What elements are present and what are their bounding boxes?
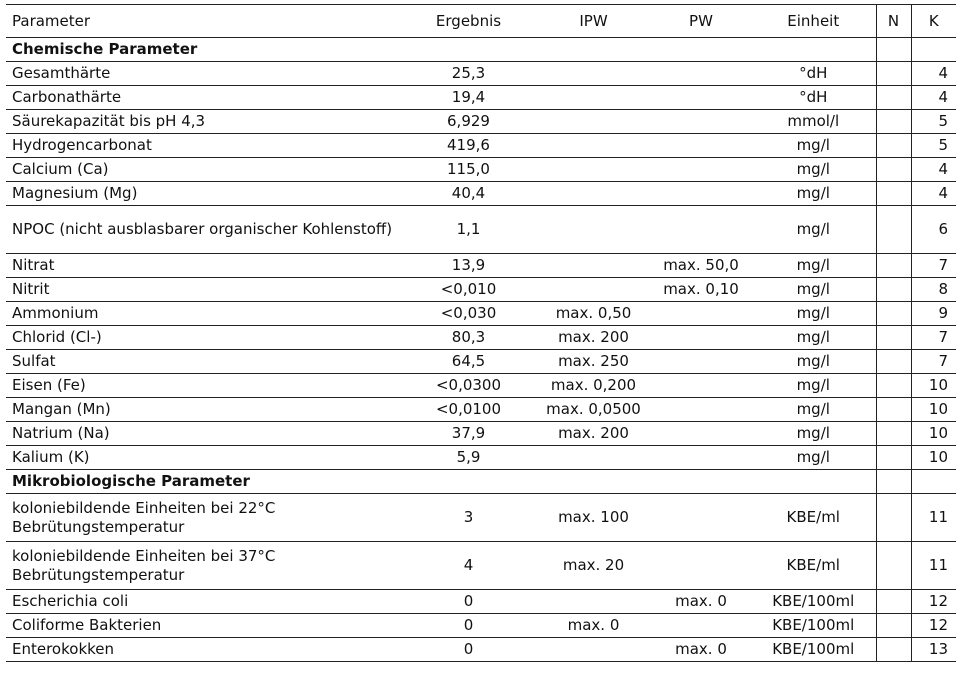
table-row [6, 254, 956, 278]
cell-parameter: Eisen (Fe) [6, 374, 401, 398]
table-row [6, 278, 956, 302]
cell-pw [651, 302, 751, 326]
cell-ipw [536, 446, 651, 470]
cell-ipw: max. 100 [536, 494, 651, 542]
cell-einheit: KBE/100ml [751, 614, 876, 638]
cell-parameter: Calcium (Ca) [6, 158, 401, 182]
cell-n [876, 638, 911, 662]
cell-ergebnis: 13,9 [401, 254, 536, 278]
cell-ipw [536, 182, 651, 206]
cell-k: 12 [911, 614, 956, 638]
cell-ergebnis: 0 [401, 590, 536, 614]
cell-ipw [536, 158, 651, 182]
cell-ipw: max. 0 [536, 614, 651, 638]
table-row [6, 590, 956, 614]
cell-ergebnis: 0 [401, 638, 536, 662]
cell-n [876, 374, 911, 398]
cell-pw [651, 446, 751, 470]
cell-einheit: mg/l [751, 422, 876, 446]
section-title: Chemische Parameter [6, 38, 401, 62]
cell-parameter: Hydrogencarbonat [6, 134, 401, 158]
cell-k: 4 [911, 182, 956, 206]
cell-ipw [536, 590, 651, 614]
cell-k: 7 [911, 350, 956, 374]
table-row [6, 398, 956, 422]
cell-ipw [536, 110, 651, 134]
cell-pw [651, 542, 751, 590]
cell-pw [651, 158, 751, 182]
cell-parameter: Escherichia coli [6, 590, 401, 614]
cell-n [876, 182, 911, 206]
cell-n [876, 446, 911, 470]
header-ergebnis: Ergebnis [401, 5, 536, 38]
cell-n [876, 110, 911, 134]
cell-pw: max. 0 [651, 590, 751, 614]
cell-pw [651, 134, 751, 158]
section-empty-cell [401, 38, 536, 62]
table-row [6, 446, 956, 470]
cell-ergebnis: 19,4 [401, 86, 536, 110]
cell-pw [651, 374, 751, 398]
section-row [6, 38, 956, 62]
header-pw: PW [651, 5, 751, 38]
cell-k: 8 [911, 278, 956, 302]
cell-pw [651, 182, 751, 206]
header-parameter: Parameter [6, 5, 401, 38]
cell-parameter: Säurekapazität bis pH 4,3 [6, 110, 401, 134]
header-ipw: IPW [536, 5, 651, 38]
cell-n [876, 206, 911, 254]
section-n-cell [876, 38, 911, 62]
cell-ergebnis: 3 [401, 494, 536, 542]
cell-k: 13 [911, 638, 956, 662]
cell-parameter: Kalium (K) [6, 446, 401, 470]
cell-ergebnis: <0,0100 [401, 398, 536, 422]
cell-einheit: mg/l [751, 350, 876, 374]
cell-parameter: Nitrit [6, 278, 401, 302]
cell-n [876, 350, 911, 374]
cell-k: 10 [911, 422, 956, 446]
cell-einheit: mg/l [751, 326, 876, 350]
cell-ergebnis: 80,3 [401, 326, 536, 350]
table-row [6, 158, 956, 182]
cell-ipw [536, 134, 651, 158]
cell-pw [651, 206, 751, 254]
table-row [6, 62, 956, 86]
cell-k: 10 [911, 398, 956, 422]
cell-ergebnis: 1,1 [401, 206, 536, 254]
cell-einheit: mg/l [751, 374, 876, 398]
cell-n [876, 542, 911, 590]
cell-n [876, 590, 911, 614]
cell-pw [651, 494, 751, 542]
cell-ergebnis: 6,929 [401, 110, 536, 134]
section-empty-cell [751, 470, 876, 494]
cell-ipw [536, 206, 651, 254]
section-empty-cell [536, 470, 651, 494]
table-header [6, 5, 956, 38]
header-einheit: Einheit [751, 5, 876, 38]
cell-parameter: Magnesium (Mg) [6, 182, 401, 206]
section-empty-cell [751, 38, 876, 62]
cell-parameter: Carbonathärte [6, 86, 401, 110]
cell-einheit: °dH [751, 62, 876, 86]
cell-parameter: Enterokokken [6, 638, 401, 662]
cell-pw [651, 422, 751, 446]
cell-ipw: max. 0,0500 [536, 398, 651, 422]
cell-einheit: KBE/100ml [751, 590, 876, 614]
cell-ipw: max. 200 [536, 422, 651, 446]
cell-k: 11 [911, 494, 956, 542]
table-row [6, 494, 956, 542]
cell-parameter: Mangan (Mn) [6, 398, 401, 422]
cell-einheit: mg/l [751, 398, 876, 422]
cell-n [876, 398, 911, 422]
cell-ergebnis: 419,6 [401, 134, 536, 158]
cell-pw: max. 0,10 [651, 278, 751, 302]
cell-ergebnis: <0,030 [401, 302, 536, 326]
cell-n [876, 278, 911, 302]
cell-parameter: Chlorid (Cl-) [6, 326, 401, 350]
cell-k: 7 [911, 254, 956, 278]
cell-n [876, 326, 911, 350]
table-row [6, 614, 956, 638]
cell-k: 9 [911, 302, 956, 326]
cell-n [876, 254, 911, 278]
section-empty-cell [651, 470, 751, 494]
cell-k: 4 [911, 86, 956, 110]
cell-k: 4 [911, 158, 956, 182]
cell-parameter: Coliforme Bakterien [6, 614, 401, 638]
cell-parameter: koloniebildende Einheiten bei 37°C Bebrütungstemperatur [6, 542, 401, 590]
section-k-cell [911, 470, 956, 494]
header-n: N [876, 5, 911, 38]
cell-einheit: mg/l [751, 134, 876, 158]
cell-k: 10 [911, 374, 956, 398]
cell-n [876, 62, 911, 86]
cell-ipw [536, 254, 651, 278]
table-row [6, 542, 956, 590]
cell-ipw [536, 62, 651, 86]
cell-einheit: mg/l [751, 278, 876, 302]
section-k-cell [911, 38, 956, 62]
cell-ergebnis: <0,0300 [401, 374, 536, 398]
cell-einheit: KBE/100ml [751, 638, 876, 662]
cell-einheit: mg/l [751, 158, 876, 182]
cell-n [876, 134, 911, 158]
cell-parameter: koloniebildende Einheiten bei 22°C Bebrütungstemperatur [6, 494, 401, 542]
cell-ergebnis: <0,010 [401, 278, 536, 302]
cell-ipw: max. 20 [536, 542, 651, 590]
table-row [6, 374, 956, 398]
cell-einheit: KBE/ml [751, 494, 876, 542]
cell-parameter: NPOC (nicht ausblasbarer organischer Kohlenstoff) [6, 206, 401, 254]
cell-ipw: max. 250 [536, 350, 651, 374]
cell-k: 6 [911, 206, 956, 254]
cell-ipw: max. 200 [536, 326, 651, 350]
cell-n [876, 302, 911, 326]
results-table-container [6, 4, 956, 662]
cell-pw [651, 86, 751, 110]
section-title: Mikrobiologische Parameter [6, 470, 401, 494]
cell-pw [651, 62, 751, 86]
cell-k: 5 [911, 110, 956, 134]
cell-einheit: mg/l [751, 302, 876, 326]
cell-einheit: mg/l [751, 254, 876, 278]
cell-ipw: max. 0,50 [536, 302, 651, 326]
table-row [6, 134, 956, 158]
cell-ergebnis: 64,5 [401, 350, 536, 374]
cell-einheit: KBE/ml [751, 542, 876, 590]
cell-pw: max. 50,0 [651, 254, 751, 278]
section-empty-cell [401, 470, 536, 494]
water-analysis-table [6, 4, 956, 662]
table-row [6, 350, 956, 374]
cell-ipw: max. 0,200 [536, 374, 651, 398]
cell-k: 4 [911, 62, 956, 86]
cell-pw [651, 350, 751, 374]
cell-k: 5 [911, 134, 956, 158]
cell-parameter: Gesamthärte [6, 62, 401, 86]
table-row [6, 422, 956, 446]
section-n-cell [876, 470, 911, 494]
cell-einheit: mg/l [751, 446, 876, 470]
table-row [6, 326, 956, 350]
cell-pw: max. 0 [651, 638, 751, 662]
table-row [6, 206, 956, 254]
table-row [6, 182, 956, 206]
header-row [6, 5, 956, 38]
cell-ergebnis: 25,3 [401, 62, 536, 86]
cell-parameter: Ammonium [6, 302, 401, 326]
cell-pw [651, 110, 751, 134]
cell-pw [651, 398, 751, 422]
cell-einheit: °dH [751, 86, 876, 110]
cell-parameter: Natrium (Na) [6, 422, 401, 446]
cell-k: 10 [911, 446, 956, 470]
cell-ergebnis: 115,0 [401, 158, 536, 182]
cell-parameter: Nitrat [6, 254, 401, 278]
cell-einheit: mmol/l [751, 110, 876, 134]
section-empty-cell [651, 38, 751, 62]
cell-pw [651, 326, 751, 350]
cell-k: 7 [911, 326, 956, 350]
cell-ipw [536, 86, 651, 110]
cell-n [876, 158, 911, 182]
cell-einheit: mg/l [751, 182, 876, 206]
section-empty-cell [536, 38, 651, 62]
cell-n [876, 494, 911, 542]
cell-n [876, 86, 911, 110]
cell-n [876, 422, 911, 446]
header-k: K [911, 5, 956, 38]
cell-ergebnis: 0 [401, 614, 536, 638]
cell-ergebnis: 37,9 [401, 422, 536, 446]
cell-ergebnis: 5,9 [401, 446, 536, 470]
table-body [6, 38, 956, 662]
section-row [6, 470, 956, 494]
cell-k: 11 [911, 542, 956, 590]
cell-parameter: Sulfat [6, 350, 401, 374]
cell-ergebnis: 40,4 [401, 182, 536, 206]
cell-n [876, 614, 911, 638]
table-row [6, 110, 956, 134]
cell-ipw [536, 278, 651, 302]
table-row [6, 302, 956, 326]
table-row [6, 638, 956, 662]
table-row [6, 86, 956, 110]
cell-pw [651, 614, 751, 638]
cell-ipw [536, 638, 651, 662]
cell-k: 12 [911, 590, 956, 614]
cell-ergebnis: 4 [401, 542, 536, 590]
cell-einheit: mg/l [751, 206, 876, 254]
